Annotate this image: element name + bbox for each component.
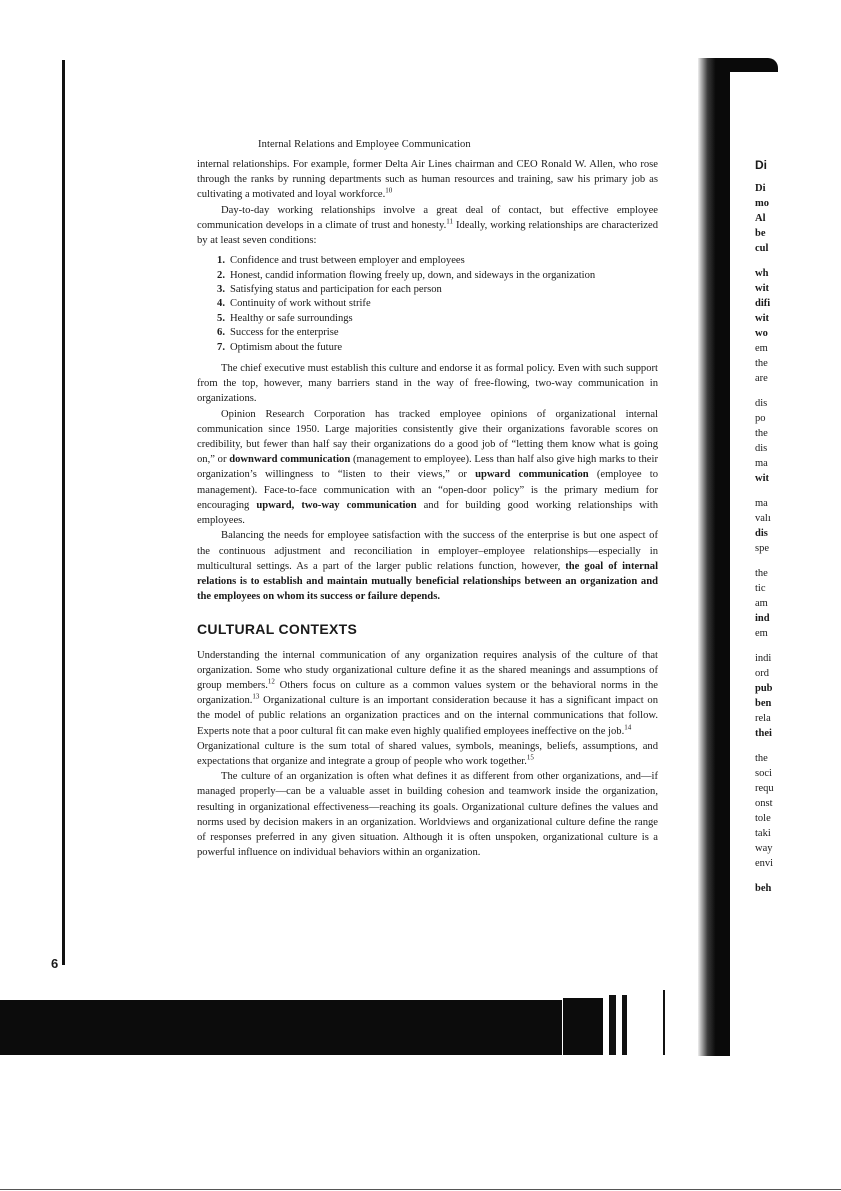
key-term: upward, two-way communication: [256, 499, 417, 511]
footnote-ref: 10: [385, 186, 393, 195]
footnote-ref: 13: [252, 692, 260, 701]
bottom-scan-bar: [609, 995, 616, 1055]
facing-text-fragment: the: [755, 428, 768, 439]
list-item: 2. Honest, candid information flowing freely up, down, and sideways in the organization: [217, 269, 596, 281]
facing-text-fragment: valı: [755, 513, 771, 524]
bottom-scan-band: [0, 1000, 562, 1055]
facing-gap: [755, 641, 841, 651]
facing-text-fragment: the: [755, 358, 768, 369]
paragraph-6: Understanding the internal communication of any organization requires analysis of the culture of that organization. Some who study organizational culture define it as the shared meanings and assumptions of group members.$^{12}$ Others focus on culture as a common values system or the behavioral norms in the organization.$^{13}$ Organizational culture is an important consideration because it has a significant impact on the model of public relations an organization practices and on the internal communications that follow. Experts note that a poor cultural fit can make even highly qualified employees ineffective on the job.$^{14}$: [197, 649, 658, 737]
facing-text-fragment: difi: [755, 298, 771, 309]
conditions-list: [197, 254, 658, 355]
facing-text-fragment: indi: [755, 653, 772, 664]
facing-text-fragment: ma: [755, 458, 768, 469]
facing-text-fragment: soci: [755, 768, 772, 779]
footnote-ref: 14: [624, 723, 632, 731]
bottom-scan-block: [563, 998, 603, 1055]
key-term: upward communication: [475, 469, 589, 481]
page-number: 6: [51, 956, 59, 971]
paragraph-5: Balancing the needs for employee satisfaction with the success of the enterprise is but one aspect of the continuous adjustment and reconciliation in employer–employee relationships—especially in multicultural settings. As a part of the larger public relations function, however, the goal of internal relations is to establish and maintain mutually beneficial relationships between an organization and the employees on whom its success or failure depends.: [197, 530, 659, 603]
footnote-ref: 15: [526, 753, 534, 762]
list-item: 1. Confidence and trust between employer and employees: [217, 255, 465, 267]
paragraph-3: The chief executive must establish this culture and endorse it as formal policy. Even with such support from the top, however, many barriers stand in the way of free-flowing, two-way communication in organizations.: [197, 363, 658, 405]
facing-gap: [755, 386, 841, 396]
facing-gap: [755, 556, 841, 566]
facing-text-fragment: wit: [755, 313, 769, 324]
facing-text-fragment: tic: [755, 583, 766, 594]
facing-text-fragment: ind: [755, 613, 770, 624]
right-binding-shadow: [698, 58, 730, 1056]
facing-text-fragment: em: [755, 343, 768, 354]
bottom-edge-line: [0, 1189, 841, 1190]
facing-text-fragment: dis: [755, 443, 768, 454]
facing-text-fragment: dis: [755, 528, 768, 539]
paragraph-1: internal relationships. For example, former Delta Air Lines chairman and CEO Ronald W. Allen, who rose through the ranks by running departments such as human resources and training, saw his primary job as cultivating a motivated and loyal workforce.$^{10}$: [197, 159, 658, 201]
paragraph-7: The culture of an organization is often what defines it as different from other organizations, and—if managed properly—can be a valuable asset in building cohesion and teamwork inside the organization, resulting in organizational effectiveness—reaching its goals. Organizational culture defines the values and norms used by decision makers in an organization. Worldviews and organizational culture define the range of responses preferred in any given situation. Although it is often unspoken, organizational culture is a powerful influence on individual behaviors within an organization.: [197, 771, 658, 859]
facing-text-fragment: Di: [755, 158, 767, 172]
main-text-column: [197, 157, 658, 860]
facing-text-fragment: pub: [755, 683, 773, 694]
facing-text-fragment: wit: [755, 283, 769, 294]
facing-text-fragment: the: [755, 753, 768, 764]
facing-text-fragment: ben: [755, 698, 772, 709]
facing-text-fragment: ma: [755, 498, 768, 509]
bottom-scan-line: [663, 990, 665, 1055]
facing-text-fragment: onst: [755, 798, 773, 809]
facing-page-fragments: [755, 158, 841, 896]
footnote-ref: 12: [267, 677, 275, 686]
facing-text-fragment: Al: [755, 213, 766, 224]
facing-text-fragment: envi: [755, 858, 774, 869]
key-term: downward communication: [229, 454, 351, 466]
key-statement: the goal of internal relations is to establish and maintain mutually beneficial relationships between an organization and the employees on whom its success or failure depends.: [197, 560, 659, 603]
facing-gap: [755, 256, 841, 266]
paragraph-4: Opinion Research Corporation has tracked employee opinions of organizational internal communication since 1950. Large majorities consistently give their organizations favorable scores on credibility, but fewer than half say their organizations do a good job of “letting them know what is going on,” or downward communication (management to employee). Less than half also give high marks to their organization’s willingness to “listen to their views,” or upward communication (employee to management). Face-to-face communication with an “open-door policy” is the primary medium for encouraging upward, two-way communication and for building good working relationships with employees.: [197, 408, 658, 527]
facing-text-fragment: beh: [755, 883, 772, 894]
facing-text-fragment: spe: [755, 543, 769, 554]
facing-text-fragment: thei: [755, 728, 772, 739]
section-heading: CULTURAL CONTEXTS: [197, 621, 358, 638]
facing-text-fragment: am: [755, 598, 768, 609]
facing-gap: [755, 486, 841, 496]
facing-text-fragment: requ: [755, 783, 774, 794]
footnote-ref: 11: [446, 217, 453, 226]
facing-text-fragment: cul: [755, 243, 769, 254]
facing-text-fragment: dis: [755, 398, 768, 409]
list-item: 7. Optimism about the future: [217, 341, 343, 353]
facing-text-fragment: rela: [755, 713, 771, 724]
facing-text-fragment: way: [755, 843, 773, 854]
bottom-scan-bar: [622, 995, 627, 1055]
facing-text-fragment: wit: [755, 473, 769, 484]
facing-text-fragment: wo: [755, 328, 768, 339]
facing-text-fragment: the: [755, 568, 768, 579]
list-item: 3. Satisfying status and participation for each person: [217, 284, 442, 296]
facing-text-fragment: are: [755, 373, 768, 384]
facing-text-fragment: em: [755, 628, 768, 639]
facing-text-fragment: Di: [755, 183, 766, 194]
paragraph-2: Day-to-day working relationships involve a great deal of contact, but effective employee communication develops in a climate of trust and honesty.$^{11}$ Ideally, working relationships are characterized by at least seven conditions:: [197, 204, 658, 247]
facing-text-fragment: ord: [755, 668, 769, 679]
block-quote: Organizational culture is the sum total of shared values, symbols, meanings, beliefs, assumptions, and expectations that organize and integrate a group of people who work together.$^{15}$: [197, 740, 658, 767]
facing-text-fragment: taki: [755, 828, 771, 839]
running-head: Internal Relations and Employee Communication: [258, 139, 471, 150]
facing-text-fragment: mo: [755, 198, 769, 209]
list-item: 4. Continuity of work without strife: [217, 298, 371, 310]
facing-text-fragment: be: [755, 228, 766, 239]
facing-text-fragment: wh: [755, 268, 769, 279]
list-item: 5. Healthy or safe surroundings: [217, 312, 353, 324]
facing-text-fragment: tole: [755, 813, 771, 824]
facing-text-fragment: po: [755, 413, 766, 424]
facing-gap: [755, 741, 841, 751]
list-item: 6. Success for the enterprise: [217, 327, 339, 339]
left-binding-shadow: [62, 60, 65, 965]
facing-gap: [755, 871, 841, 881]
